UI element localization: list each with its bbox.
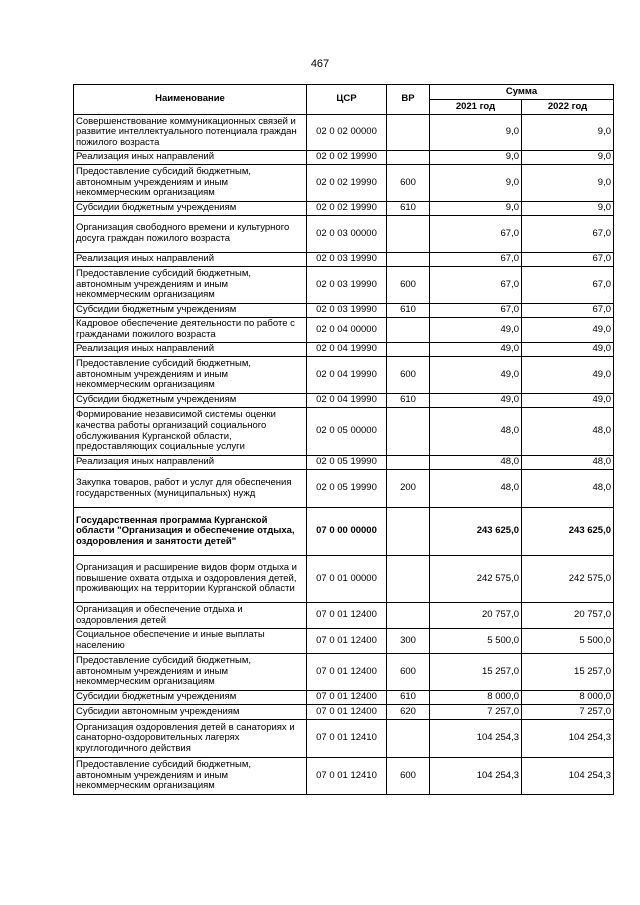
header-year-2022: 2022 год	[522, 100, 614, 115]
row-vr	[387, 408, 430, 456]
row-vr	[387, 151, 430, 165]
table-row	[74, 318, 614, 343]
row-name: Реализация иных направлений	[74, 253, 307, 267]
row-sum-2021: 9,0	[430, 115, 522, 151]
row-csr: 07 0 01 12410	[307, 758, 387, 795]
row-name: Субсидии автономным учреждениям	[74, 705, 307, 720]
row-sum-2021: 15 257,0	[430, 654, 522, 691]
row-sum-2022: 9,0	[522, 151, 614, 165]
row-sum-2021: 5 500,0	[430, 629, 522, 654]
header-name: Наименование	[74, 85, 307, 115]
row-name: Реализация иных направлений	[74, 151, 307, 165]
row-vr: 600	[387, 165, 430, 202]
row-vr: 600	[387, 654, 430, 691]
table-row	[74, 654, 614, 691]
row-vr: 610	[387, 394, 430, 408]
table-row	[74, 253, 614, 267]
row-csr: 02 0 04 19990	[307, 343, 387, 357]
row-sum-2021: 20 757,0	[430, 603, 522, 629]
table-row	[74, 165, 614, 202]
row-name: Субсидии бюджетным учреждениям	[74, 394, 307, 408]
row-sum-2021: 8 000,0	[430, 691, 522, 705]
row-sum-2021: 49,0	[430, 357, 522, 394]
row-sum-2021: 243 625,0	[430, 508, 522, 556]
table-row	[74, 508, 614, 556]
row-name: Организация свободного времени и культурного досуга граждан пожилого возраста	[74, 216, 307, 253]
row-sum-2022: 15 257,0	[522, 654, 614, 691]
table-row	[74, 216, 614, 253]
table-row	[74, 115, 614, 151]
row-csr: 02 0 03 00000	[307, 216, 387, 253]
row-csr: 07 0 01 12410	[307, 720, 387, 758]
row-sum-2022: 9,0	[522, 115, 614, 151]
row-vr	[387, 556, 430, 603]
row-name: Формирование независимой системы оценки качества работы организаций социального обслуживания Курганской области, предоставляющих социальные услуги	[74, 408, 307, 456]
row-vr	[387, 456, 430, 470]
table-row	[74, 691, 614, 705]
row-csr: 02 0 02 19990	[307, 151, 387, 165]
row-vr: 600	[387, 357, 430, 394]
row-vr: 610	[387, 691, 430, 705]
row-sum-2021: 49,0	[430, 318, 522, 343]
row-csr: 02 0 02 00000	[307, 115, 387, 151]
row-csr: 02 0 05 00000	[307, 408, 387, 456]
row-vr: 600	[387, 267, 430, 304]
row-name: Предоставление субсидий бюджетным, автономным учреждениям и иным некоммерческим организациям	[74, 165, 307, 202]
row-csr: 07 0 01 00000	[307, 556, 387, 603]
row-sum-2022: 49,0	[522, 394, 614, 408]
row-name: Предоставление субсидий бюджетным, автономным учреждениям и иным некоммерческим организациям	[74, 357, 307, 394]
row-sum-2021: 48,0	[430, 470, 522, 508]
row-sum-2021: 9,0	[430, 165, 522, 202]
budget-table	[73, 84, 614, 795]
row-name: Субсидии бюджетным учреждениям	[74, 202, 307, 216]
row-name: Субсидии бюджетным учреждениям	[74, 691, 307, 705]
table-row	[74, 705, 614, 720]
row-vr	[387, 720, 430, 758]
row-sum-2021: 48,0	[430, 408, 522, 456]
table-row	[74, 603, 614, 629]
table-row	[74, 629, 614, 654]
row-sum-2022: 5 500,0	[522, 629, 614, 654]
row-csr: 02 0 03 19990	[307, 267, 387, 304]
table-row	[74, 408, 614, 456]
row-sum-2022: 49,0	[522, 357, 614, 394]
row-vr: 610	[387, 304, 430, 318]
row-csr: 02 0 03 19990	[307, 304, 387, 318]
row-csr: 07 0 01 12400	[307, 603, 387, 629]
row-name: Организация и обеспечение отдыха и оздоровления детей	[74, 603, 307, 629]
row-name: Реализация иных направлений	[74, 343, 307, 357]
row-csr: 02 0 04 19990	[307, 394, 387, 408]
table-row	[74, 394, 614, 408]
row-csr: 07 0 01 12400	[307, 691, 387, 705]
table-body	[74, 115, 614, 795]
row-vr	[387, 508, 430, 556]
table-row	[74, 456, 614, 470]
table-row	[74, 720, 614, 758]
row-sum-2022: 48,0	[522, 456, 614, 470]
row-sum-2021: 9,0	[430, 202, 522, 216]
row-sum-2022: 243 625,0	[522, 508, 614, 556]
row-sum-2021: 48,0	[430, 456, 522, 470]
row-sum-2022: 67,0	[522, 253, 614, 267]
row-sum-2021: 9,0	[430, 151, 522, 165]
row-csr: 02 0 02 19990	[307, 165, 387, 202]
row-sum-2022: 7 257,0	[522, 705, 614, 720]
row-vr	[387, 343, 430, 357]
row-csr: 07 0 01 12400	[307, 654, 387, 691]
row-sum-2021: 242 575,0	[430, 556, 522, 603]
row-sum-2022: 48,0	[522, 470, 614, 508]
row-sum-2022: 242 575,0	[522, 556, 614, 603]
row-sum-2022: 20 757,0	[522, 603, 614, 629]
table-row	[74, 267, 614, 304]
row-name: Совершенствование коммуникационных связей и развитие интеллектуального потенциала граждан пожилого возраста	[74, 115, 307, 151]
header-year-2021: 2021 год	[430, 100, 522, 115]
row-sum-2022: 49,0	[522, 318, 614, 343]
row-csr: 07 0 01 12400	[307, 705, 387, 720]
row-vr	[387, 216, 430, 253]
row-sum-2021: 67,0	[430, 304, 522, 318]
table-row	[74, 343, 614, 357]
header-csr: ЦСР	[307, 85, 387, 115]
row-name: Субсидии бюджетным учреждениям	[74, 304, 307, 318]
row-name: Кадровое обеспечение деятельности по работе с гражданами пожилого возраста	[74, 318, 307, 343]
row-vr	[387, 115, 430, 151]
row-name: Организация и расширение видов форм отдыха и повышение охвата отдыха и оздоровления детей, проживающих на территории Курганской области	[74, 556, 307, 603]
row-name: Реализация иных направлений	[74, 456, 307, 470]
row-sum-2022: 67,0	[522, 267, 614, 304]
row-csr: 07 0 01 12400	[307, 629, 387, 654]
row-sum-2022: 9,0	[522, 202, 614, 216]
row-vr: 200	[387, 470, 430, 508]
row-name: Предоставление субсидий бюджетным, автономным учреждениям и иным некоммерческим организациям	[74, 267, 307, 304]
row-name: Социальное обеспечение и иные выплаты населению	[74, 629, 307, 654]
table-row	[74, 304, 614, 318]
row-csr: 02 0 03 19990	[307, 253, 387, 267]
row-sum-2021: 49,0	[430, 343, 522, 357]
row-sum-2022: 104 254,3	[522, 758, 614, 795]
row-csr: 02 0 04 00000	[307, 318, 387, 343]
row-name: Государственная программа Курганской области "Организация и обеспечение отдыха, оздоровления и занятости детей"	[74, 508, 307, 556]
row-vr: 620	[387, 705, 430, 720]
row-csr: 02 0 02 19990	[307, 202, 387, 216]
row-sum-2021: 67,0	[430, 253, 522, 267]
row-sum-2022: 67,0	[522, 304, 614, 318]
table-row	[74, 357, 614, 394]
row-sum-2022: 67,0	[522, 216, 614, 253]
row-name: Предоставление субсидий бюджетным, автономным учреждениям и иным некоммерческим организациям	[74, 654, 307, 691]
row-vr: 600	[387, 758, 430, 795]
table-row	[74, 556, 614, 603]
header-vr: ВР	[387, 85, 430, 115]
row-name: Организация оздоровления детей в санаториях и санаторно-оздоровительных лагерях круглогодичного действия	[74, 720, 307, 758]
row-sum-2021: 67,0	[430, 216, 522, 253]
row-sum-2021: 49,0	[430, 394, 522, 408]
row-vr: 610	[387, 202, 430, 216]
row-vr	[387, 603, 430, 629]
row-sum-2022: 9,0	[522, 165, 614, 202]
row-sum-2022: 104 254,3	[522, 720, 614, 758]
row-sum-2022: 49,0	[522, 343, 614, 357]
row-sum-2021: 104 254,3	[430, 758, 522, 795]
row-vr	[387, 253, 430, 267]
row-vr	[387, 318, 430, 343]
page-number: 467	[310, 58, 330, 70]
table-row	[74, 151, 614, 165]
row-csr: 02 0 05 19990	[307, 456, 387, 470]
row-vr: 300	[387, 629, 430, 654]
row-csr: 07 0 00 00000	[307, 508, 387, 556]
table-row	[74, 470, 614, 508]
row-sum-2021: 104 254,3	[430, 720, 522, 758]
row-csr: 02 0 04 19990	[307, 357, 387, 394]
row-sum-2021: 7 257,0	[430, 705, 522, 720]
row-name: Закупка товаров, работ и услуг для обеспечения государственных (муниципальных) нужд	[74, 470, 307, 508]
table-row	[74, 202, 614, 216]
row-sum-2021: 67,0	[430, 267, 522, 304]
header-sum: Сумма	[430, 85, 614, 100]
row-csr: 02 0 05 19990	[307, 470, 387, 508]
row-sum-2022: 48,0	[522, 408, 614, 456]
row-name: Предоставление субсидий бюджетным, автономным учреждениям и иным некоммерческим организациям	[74, 758, 307, 795]
row-sum-2022: 8 000,0	[522, 691, 614, 705]
table-row	[74, 758, 614, 795]
